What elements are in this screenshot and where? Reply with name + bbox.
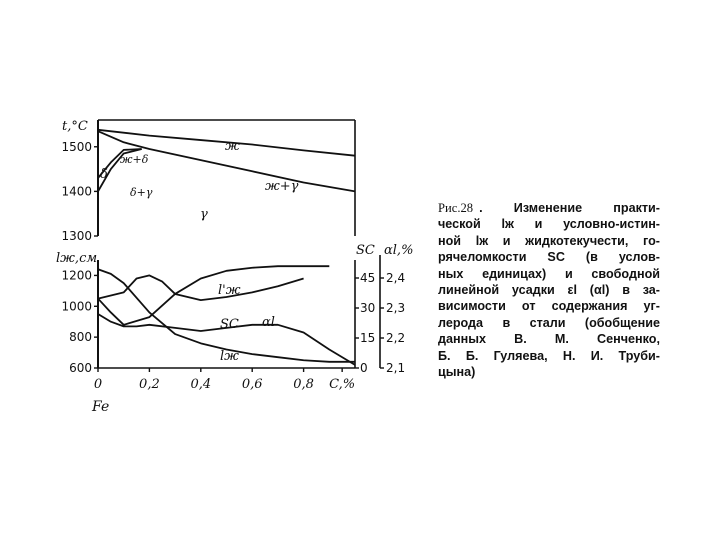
caption-line: Рис.28 . Изменение практи-	[438, 201, 660, 215]
bottom-y-ticks	[61, 268, 98, 375]
region-label-delta-gamma: δ+γ	[130, 186, 153, 199]
bottom-alpha-label: αl,%	[384, 243, 414, 258]
figure-number: Рис.28	[438, 201, 474, 215]
sc-tick-label: 15	[360, 331, 376, 345]
caption-line: данных В. М. Сенченко,	[438, 332, 660, 347]
top-y-ticks	[61, 140, 98, 243]
curve-label-alpha: αl	[262, 315, 275, 330]
region-label-delta: δ	[100, 167, 108, 182]
x-tick-label: 0	[93, 377, 103, 392]
caption-line: ческой lж и условно-истин-	[438, 217, 660, 232]
bottom-y-tick-label: 1000	[61, 299, 92, 314]
x-tick-label: 0,2	[139, 377, 160, 392]
caption-line: лерода в стали (обобщение	[438, 315, 660, 330]
caption-line: висимости от содержания уг-	[438, 299, 660, 314]
alpha-tick-label: 2,3	[386, 301, 406, 315]
alpha-tick-label: 2,2	[386, 331, 406, 345]
x-tick-label: 0,8	[293, 377, 314, 392]
caption-line: цына)	[438, 365, 476, 380]
caption-line: линейной усадки εl (αl) в за-	[438, 283, 660, 298]
figure	[40, 100, 440, 430]
curve-label-lzh: lж	[220, 349, 239, 364]
caption-line: ной lж и жидкотекучести, го-	[438, 233, 660, 248]
bottom-y-label: lж,см	[56, 251, 98, 266]
caption-lines	[438, 200, 660, 380]
top-y-label: t,°C	[62, 119, 88, 134]
curve-label-lzh-prime: l'ж	[218, 283, 241, 298]
alpha-tick-label: 2,1	[386, 361, 406, 375]
caption-line: Б. Б. Гуляева, Н. И. Труби-	[438, 348, 660, 363]
x-extra-label: Fe	[92, 399, 110, 415]
bottom-sc-label: SC	[356, 243, 375, 258]
region-label-liquid: ж	[225, 139, 240, 154]
sc-ticks	[355, 271, 375, 375]
top-y-tick-label: 1400	[61, 184, 92, 199]
caption-line: рячеломкости SC (в услов-	[438, 250, 660, 265]
region-label-gamma: γ	[200, 207, 208, 222]
figure-svg	[40, 100, 440, 430]
lzh-prime-curve	[98, 266, 329, 325]
bottom-y-tick-label: 1200	[61, 268, 92, 283]
caption-line: ных единицах) и свободной	[438, 266, 660, 281]
curve-label-sc: SC	[220, 317, 239, 332]
alpha-tick-label: 2,4	[386, 271, 406, 285]
x-tick-label: C,%	[329, 377, 356, 392]
top-y-tick-label: 1300	[61, 229, 92, 243]
alpha-ticks	[380, 271, 405, 375]
sc-tick-label: 45	[360, 271, 376, 285]
region-label-liquid-delta: ж+δ	[120, 153, 149, 166]
region-label-liquid-gamma: ж+γ	[265, 179, 299, 194]
top-y-tick-label: 1500	[61, 139, 92, 154]
x-tick-label: 0,4	[190, 377, 212, 392]
sc-tick-label: 30	[360, 301, 376, 315]
x-tick-label: 0,6	[241, 377, 263, 392]
figure-caption	[438, 200, 660, 380]
x-ticks	[94, 368, 355, 392]
bottom-y-tick-label: 800	[69, 330, 92, 345]
bottom-y-tick-label: 600	[69, 361, 92, 375]
sc-tick-label: 0	[360, 361, 368, 375]
